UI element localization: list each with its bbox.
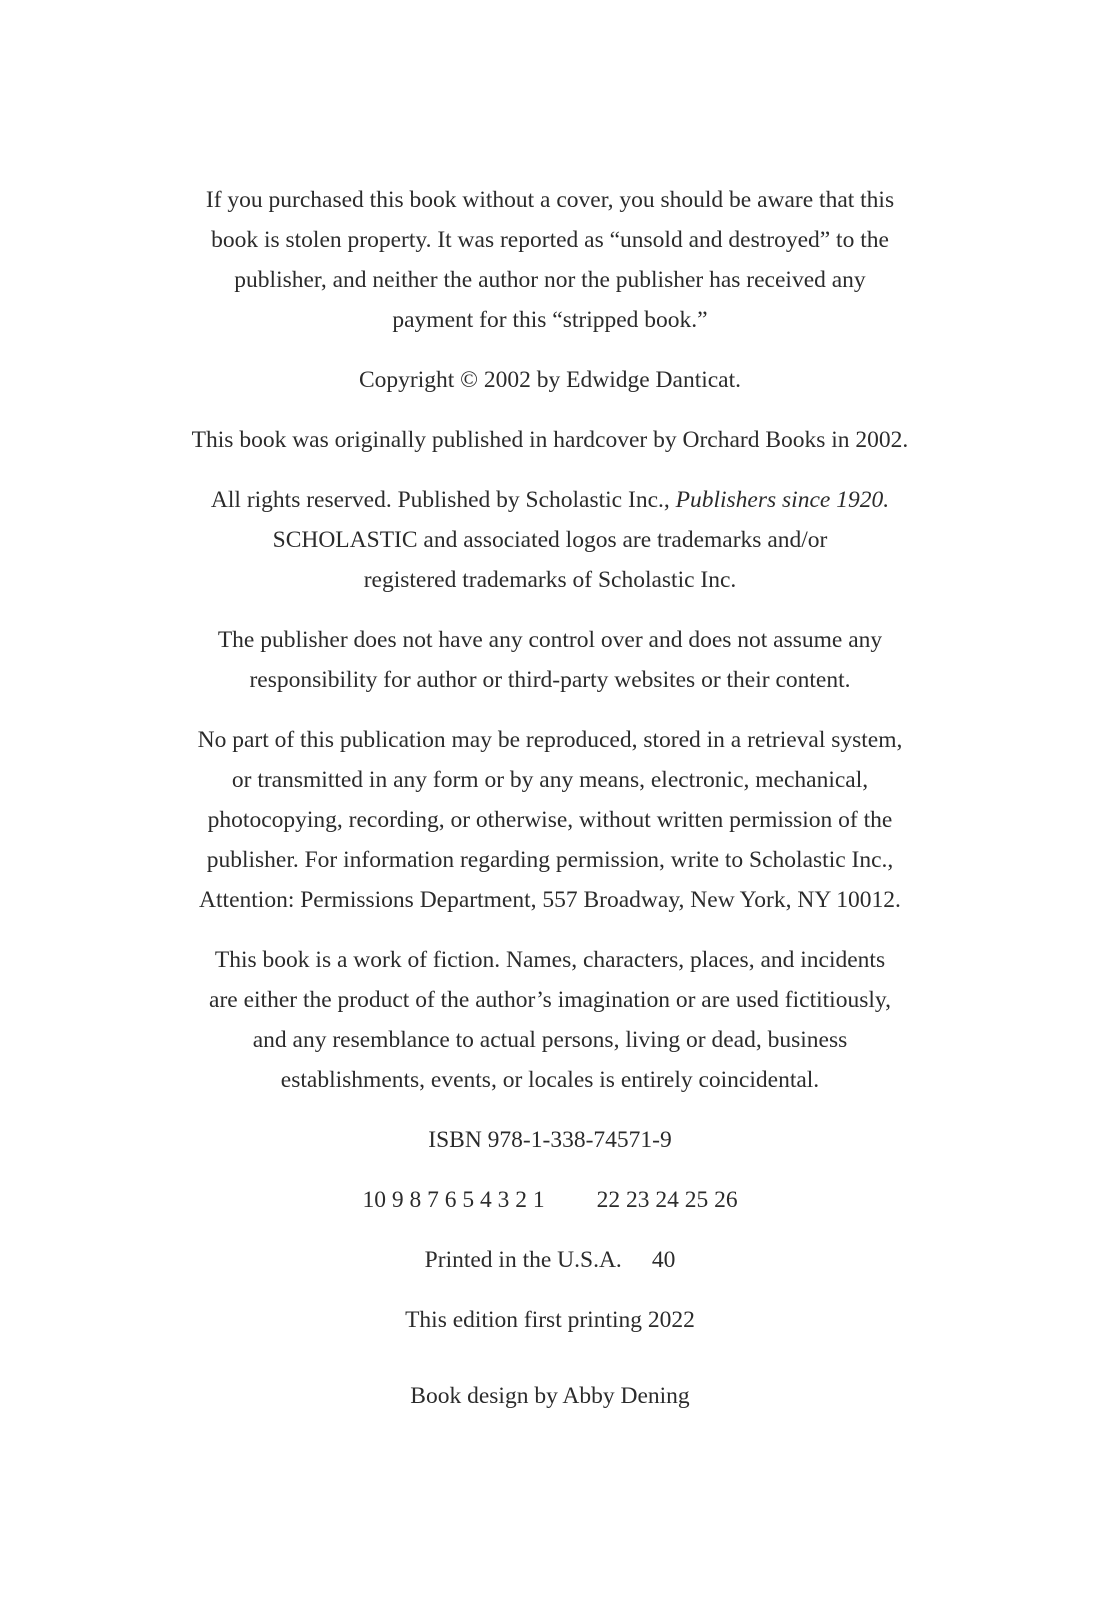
publisher-tagline: Publishers since 1920. bbox=[675, 487, 890, 513]
edition-note bbox=[150, 1300, 950, 1340]
original-publication-note bbox=[150, 420, 950, 460]
notice-line: publisher, and neither the author nor the publisher has received any bbox=[234, 267, 866, 293]
reproduction-line: publisher. For information regarding permission, write to Scholastic Inc., bbox=[206, 847, 894, 873]
printer-code: 40 bbox=[651, 1247, 676, 1273]
edition-line: This edition first printing 2022 bbox=[405, 1307, 695, 1333]
reproduction-line: Attention: Permissions Department, 557 Broadway, New York, NY 10012. bbox=[199, 887, 901, 913]
rights-line bbox=[150, 480, 950, 520]
impression-numbers: 10 9 8 7 6 5 4 3 2 1 bbox=[362, 1187, 545, 1213]
printing-numbers bbox=[150, 1180, 950, 1220]
trademark-line: SCHOLASTIC and associated logos are trademarks and/or bbox=[272, 527, 828, 553]
printed-in bbox=[150, 1240, 950, 1280]
reproduction-line: or transmitted in any form or by any means, electronic, mechanical, bbox=[231, 767, 869, 793]
printed-in-line bbox=[150, 1240, 950, 1280]
isbn-line: ISBN 978-1-338-74571-9 bbox=[428, 1127, 672, 1153]
fiction-line: This book is a work of fiction. Names, characters, places, and incidents bbox=[214, 947, 886, 973]
fiction-line: establishments, events, or locales is entirely coincidental. bbox=[280, 1067, 820, 1093]
websites-line: The publisher does not have any control over and does not assume any bbox=[217, 627, 883, 653]
isbn bbox=[150, 1120, 950, 1160]
design-credit-line: Book design by Abby Dening bbox=[410, 1383, 690, 1409]
year-numbers: 22 23 24 25 26 bbox=[596, 1187, 738, 1213]
websites-disclaimer bbox=[150, 620, 950, 700]
printed-in-country: Printed in the U.S.A. bbox=[424, 1247, 622, 1273]
notice-line: payment for this “stripped book.” bbox=[392, 307, 708, 333]
reproduction-line: photocopying, recording, or otherwise, without written permission of the bbox=[207, 807, 893, 833]
fiction-line: are either the product of the author’s imagination or are used fictitiously, bbox=[209, 987, 891, 1013]
fiction-disclaimer bbox=[150, 940, 950, 1100]
trademark-line: registered trademarks of Scholastic Inc. bbox=[363, 567, 737, 593]
notice-line: book is stolen property. It was reported as “unsold and destroyed” to the bbox=[211, 227, 889, 253]
websites-line: responsibility for author or third-party websites or their content. bbox=[249, 667, 851, 693]
reproduction-line: No part of this publication may be reproduced, stored in a retrieval system, bbox=[197, 727, 903, 753]
reproduction-notice bbox=[150, 720, 950, 920]
printing-line bbox=[150, 1180, 950, 1220]
stripped-book-notice bbox=[150, 180, 950, 340]
rights-reserved bbox=[150, 480, 950, 600]
original-publication-line: This book was originally published in hardcover by Orchard Books in 2002. bbox=[191, 427, 909, 453]
copyright-statement bbox=[150, 360, 950, 400]
rights-prefix: All rights reserved. Published by Scholastic Inc., bbox=[210, 487, 676, 513]
copyright-line: Copyright © 2002 by Edwidge Danticat. bbox=[358, 367, 742, 393]
fiction-line: and any resemblance to actual persons, living or dead, business bbox=[252, 1027, 848, 1053]
design-credit bbox=[150, 1376, 950, 1416]
notice-line: If you purchased this book without a cover, you should be aware that this bbox=[205, 187, 895, 213]
